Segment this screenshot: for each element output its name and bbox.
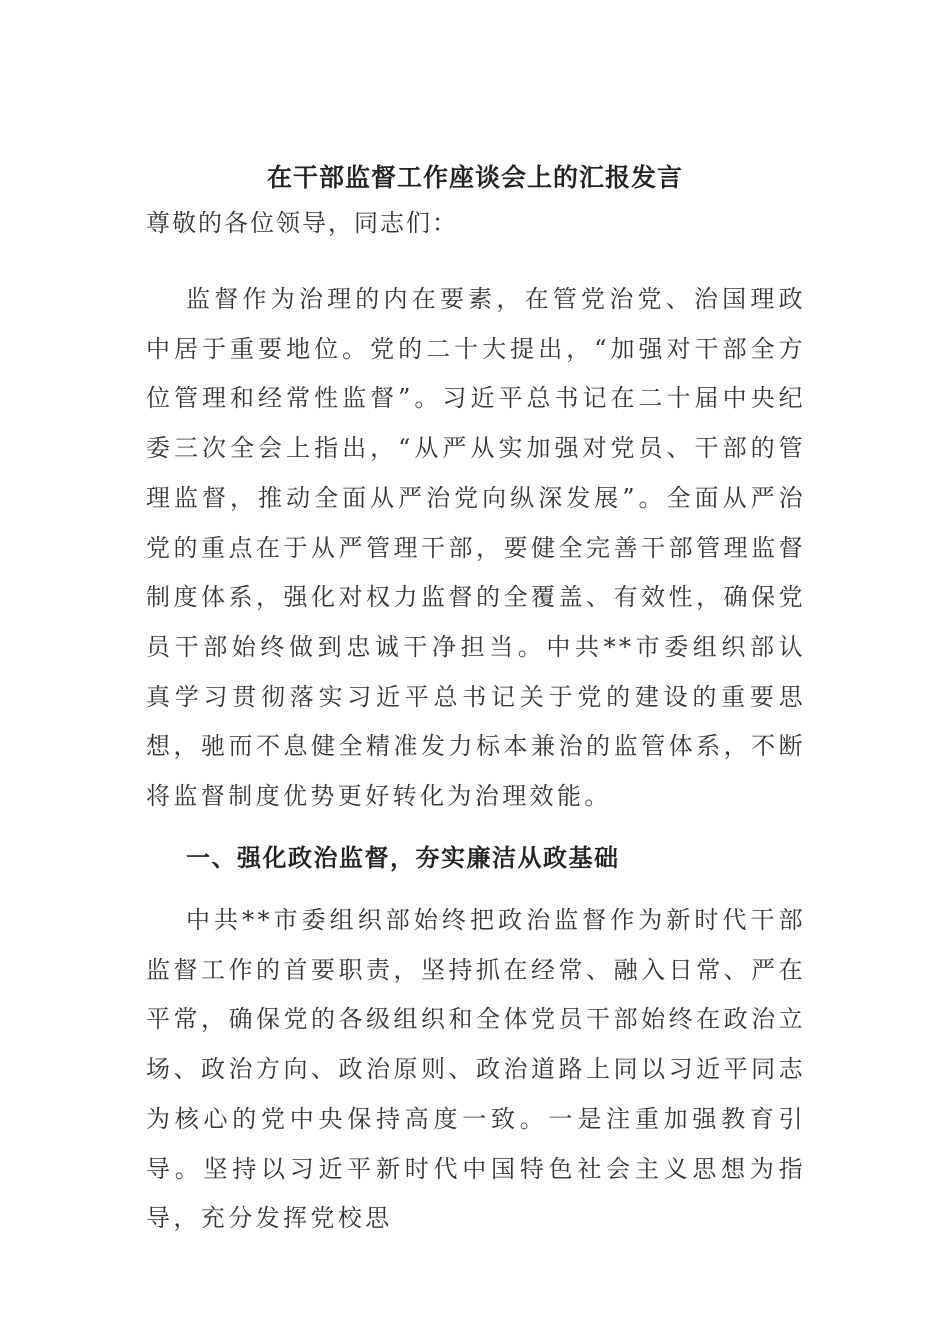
salutation: 尊敬的各位领导，同志们： xyxy=(146,209,458,237)
document-title: 在干部监督工作座谈会上的汇报发言 xyxy=(266,163,683,192)
intro-paragraph: 监督作为治理的内在要素，在管党治党、治国理政中居于重要地位。党的二十大提出，“加强对干部全方位管理和经常性监督”。习近平总书记在二十届中央纪委三次全会上指出，“从严从实加强对党员、干部的管理监督，推动全面从严治党向纵深发展”。全面从严治党的重点在于从严管理干部，要健全完善干部管理监督制度体系，强化对权力监督的全覆盖、有效性，确保党员干部始终做到忠诚干净担当。中共**市委组织部认真学习贯彻落实习近平总书记关于党的建设的重要思想，驰而不息健全精准发力标本兼治的监管体系，不断将监督制度优势更好转化为治理效能。 xyxy=(146,285,806,811)
section-paragraph: 中共**市委组织部始终把政治监督作为新时代干部监督工作的首要职责，坚持抓在经常、融入日常、严在平常，确保党的各级组织和全体党员干部始终在政治立场、政治方向、政治原则、政治道路上同以习近平同志为核心的党中央保持高度一致。一是注重加强教育引导。坚持以习近平新时代中国特色社会主义思想为指导，充分发挥党校思 xyxy=(146,906,806,1233)
section-heading: 一、强化政治监督，夯实廉洁从政基础 xyxy=(186,843,620,872)
